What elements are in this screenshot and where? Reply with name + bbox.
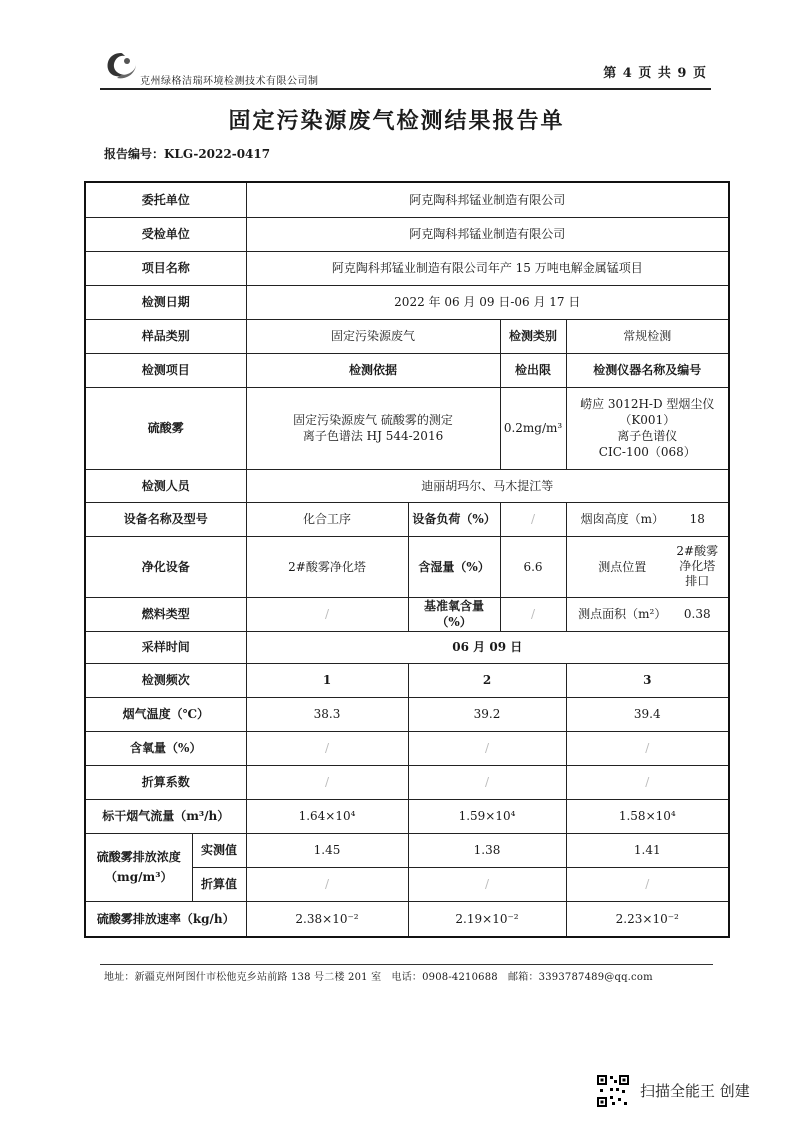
flow-2: 1.59×10⁴	[408, 799, 566, 833]
detection-limit: 0.2mg/m³	[500, 387, 566, 469]
basis-label: 检测依据	[246, 353, 500, 387]
oxygen-2: /	[408, 731, 566, 765]
converted-3: /	[566, 867, 729, 901]
fuel-value: /	[246, 597, 408, 631]
frequency-3: 3	[566, 663, 729, 697]
flow-3: 1.58×10⁴	[566, 799, 729, 833]
load-label: 设备负荷（%）	[408, 502, 500, 536]
flow-1: 1.64×10⁴	[246, 799, 408, 833]
instrument-info	[566, 387, 729, 469]
category-value: 常规检测	[566, 319, 729, 353]
staff-value: 迪丽胡玛尔、马木提江等	[246, 469, 729, 502]
sampling-time-value: 06 月 09 日	[246, 631, 729, 663]
measured-3: 1.41	[566, 833, 729, 867]
header-divider	[100, 88, 711, 90]
concentration-label: 硫酸雾排放浓度（mg/m³）	[85, 833, 192, 901]
ref-oxygen-value: /	[500, 597, 566, 631]
method-basis-line1: 固定污染源废气 硫酸雾的测定	[293, 413, 453, 427]
emission-rate-2: 2.19×10⁻²	[408, 901, 566, 937]
conversion-factor-2: /	[408, 765, 566, 799]
inspected-label: 受检单位	[85, 217, 246, 251]
moisture-label: 含湿量（%）	[408, 536, 500, 597]
limit-label: 检出限	[500, 353, 566, 387]
footer-divider	[100, 964, 713, 965]
temperature-2: 39.2	[408, 697, 566, 731]
oxygen-3: /	[566, 731, 729, 765]
measure-point-line1: 2#酸雾	[676, 544, 719, 558]
temperature-3: 39.4	[566, 697, 729, 731]
staff-label: 检测人员	[85, 469, 246, 502]
point-area-label: 测点面积（m²）	[578, 607, 667, 621]
company-name: 克州绿格洁瑞环境检测技术有限公司制	[140, 76, 319, 87]
purifier-value: 2#酸雾净化塔	[246, 536, 408, 597]
measure-point-cell	[566, 536, 729, 597]
purifier-label: 净化设备	[85, 536, 246, 597]
category-label: 检测类别	[500, 319, 566, 353]
report-title: 固定污染源废气检测结果报告单	[228, 108, 565, 134]
measured-label: 实测值	[192, 833, 246, 867]
ref-oxygen-label: 基准氧含量（%）	[408, 597, 500, 631]
moisture-value: 6.6	[500, 536, 566, 597]
project-value: 阿克陶科邦锰业制造有限公司年产 15 万吨电解金属锰项目	[246, 251, 729, 285]
emission-rate-3: 2.23×10⁻²	[566, 901, 729, 937]
sampling-time-label: 采样时间	[85, 631, 246, 663]
instrument-line1: 崂应 3012H-D 型烟尘仪	[580, 397, 715, 411]
client-label: 委托单位	[85, 182, 246, 217]
point-area-cell	[566, 597, 729, 631]
method-basis	[246, 387, 500, 469]
scanner-watermark: 扫描全能王 创建	[640, 1082, 750, 1100]
page-info: 第 4 页 共 9 页	[603, 66, 707, 81]
oxygen-1: /	[246, 731, 408, 765]
converted-label: 折算值	[192, 867, 246, 901]
instrument-line2: （K001）	[619, 413, 676, 427]
point-area-value: 0.38	[683, 607, 711, 621]
oxygen-label: 含氧量（%）	[85, 731, 246, 765]
analyte-name: 硫酸雾	[85, 387, 246, 469]
temperature-label: 烟气温度（℃）	[85, 697, 246, 731]
fuel-label: 燃料类型	[85, 597, 246, 631]
measure-point-value	[672, 544, 722, 589]
sample-value: 固定污染源废气	[246, 319, 500, 353]
measure-point-line3: 排口	[685, 574, 710, 588]
instrument-line4: CIC-100（068）	[598, 445, 696, 459]
stack-height-cell	[566, 502, 729, 536]
measured-2: 1.38	[408, 833, 566, 867]
results-table	[84, 181, 730, 938]
report-number: 报告编号：KLG-2022-0417	[104, 147, 271, 161]
item-label: 检测项目	[85, 353, 246, 387]
company-logo	[103, 50, 139, 80]
client-value: 阿克陶科邦锰业制造有限公司	[246, 182, 729, 217]
conversion-factor-3: /	[566, 765, 729, 799]
qr-code-icon	[596, 1074, 630, 1108]
equipment-label: 设备名称及型号	[85, 502, 246, 536]
measured-1: 1.45	[246, 833, 408, 867]
measure-point-label: 测点位置	[598, 559, 647, 574]
converted-2: /	[408, 867, 566, 901]
conversion-factor-1: /	[246, 765, 408, 799]
frequency-1: 1	[246, 663, 408, 697]
converted-1: /	[246, 867, 408, 901]
load-value: /	[500, 502, 566, 536]
measure-point-line2: 净化塔	[679, 559, 716, 573]
footer-address: 地址：新疆克州阿图什市松他克乡站前路 138 号二楼 201 室 电话：0908-4210688 邮箱：3393787489@qq.com	[104, 972, 653, 983]
date-value: 2022 年 06 月 09 日-06 月 17 日	[246, 285, 729, 319]
emission-rate-label: 硫酸雾排放速率（kg/h）	[85, 901, 246, 937]
method-basis-line2: 离子色谱法 HJ 544-2016	[302, 429, 444, 443]
frequency-2: 2	[408, 663, 566, 697]
flow-label: 标干烟气流量（m³/h）	[85, 799, 246, 833]
project-label: 项目名称	[85, 251, 246, 285]
temperature-1: 38.3	[246, 697, 408, 731]
conversion-factor-label: 折算系数	[85, 765, 246, 799]
instrument-line3: 离子色谱仪	[617, 429, 678, 443]
inspected-value: 阿克陶科邦锰业制造有限公司	[246, 217, 729, 251]
frequency-label: 检测频次	[85, 663, 246, 697]
date-label: 检测日期	[85, 285, 246, 319]
instrument-label: 检测仪器名称及编号	[566, 353, 729, 387]
stack-height-label: 烟囱高度（m）	[580, 512, 664, 526]
sample-label: 样品类别	[85, 319, 246, 353]
equipment-value: 化合工序	[246, 502, 408, 536]
emission-rate-1: 2.38×10⁻²	[246, 901, 408, 937]
stack-height-value: 18	[689, 512, 705, 526]
